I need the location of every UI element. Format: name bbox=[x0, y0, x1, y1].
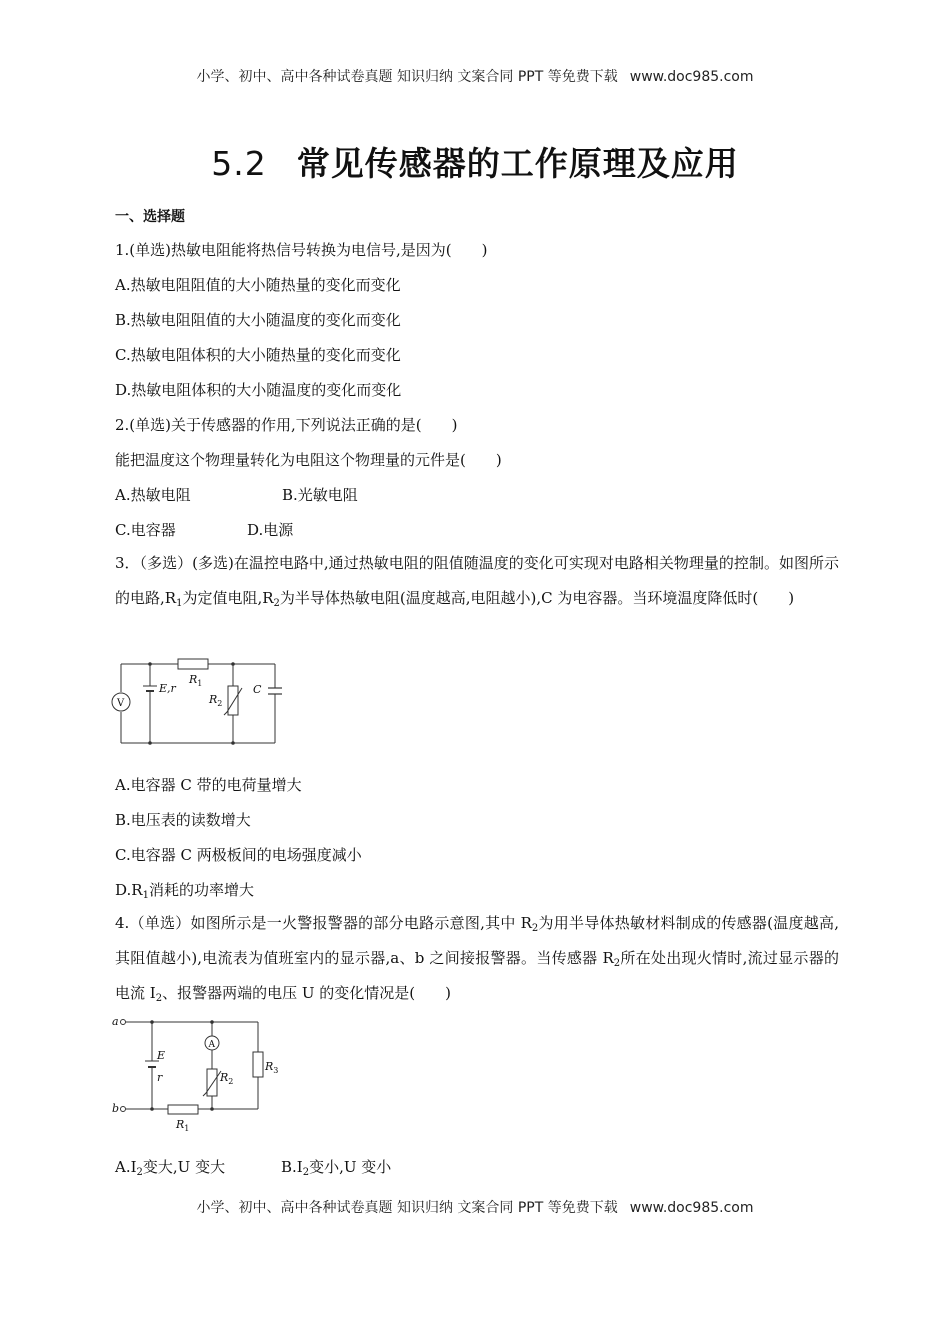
q4-label-r3: $R_3$ bbox=[265, 1060, 279, 1075]
battery-icon bbox=[143, 686, 157, 691]
q4-options-row bbox=[115, 1157, 391, 1177]
page-title bbox=[0, 138, 950, 185]
q4-label-b: b bbox=[112, 1102, 120, 1115]
svg-text:V: V bbox=[117, 698, 125, 709]
q3-option-a: A.电容器 C 带的电荷量增大 bbox=[115, 776, 302, 794]
q4-label-r: r bbox=[157, 1071, 163, 1084]
q3-label-r2: $R_2$ bbox=[209, 693, 223, 708]
thermistor-r2-icon bbox=[203, 1069, 221, 1096]
q1-option-a: A.热敏电阻阻值的大小随热量的变化而变化 bbox=[115, 276, 401, 294]
q3-label-c: C bbox=[253, 683, 262, 696]
q3-circuit-diagram bbox=[112, 654, 287, 746]
capacitor-icon bbox=[268, 688, 282, 694]
q1-option-b: B.热敏电阻阻值的大小随温度的变化而变化 bbox=[115, 311, 401, 329]
resistor-r1-icon bbox=[168, 1105, 198, 1114]
q3-option-d: $D.R_1$消耗的功率增大 bbox=[115, 881, 254, 901]
header-text: 小学、初中、高中各种试卷真题 知识归纳 文案合同 PPT 等免费下载 bbox=[196, 69, 618, 85]
page-footer bbox=[0, 1197, 950, 1217]
footer-site: www.doc985.com bbox=[629, 1200, 754, 1216]
ammeter-icon bbox=[205, 1036, 219, 1050]
terminal-a bbox=[121, 1020, 126, 1025]
q4-label-e: E bbox=[157, 1049, 166, 1062]
q2-option-c: C.电容器 bbox=[115, 521, 176, 539]
q1-stem: 1.(单选)热敏电阻能将热信号转换为电信号,是因为( ) bbox=[115, 241, 488, 259]
q2-option-d: D.电源 bbox=[247, 521, 294, 539]
q4-option-b: $B.I_2$变小,U 变小 bbox=[281, 1158, 392, 1178]
section-heading: 一、选择题 bbox=[115, 209, 185, 225]
q2-options-row-2 bbox=[115, 520, 293, 540]
q3-stem: 3．（多选）(多选)在温控电路中,通过热敏电阻的阻值随温度的变化可实现对电路相关物理量的控制。如图所示的电路$,R_1$为定值电阻$,R_2$为半导体热敏电阻(温度越高,电阻越小),C 为电容器。当环境温度降低时( ) bbox=[115, 554, 839, 609]
thermistor-r2-icon bbox=[224, 686, 242, 715]
q4-option-a: $A.I_2$变大,U 变大 bbox=[115, 1158, 226, 1178]
q4-label-a: a bbox=[112, 1015, 119, 1028]
resistor-r3-icon bbox=[253, 1052, 263, 1077]
q2-option-b: B.光敏电阻 bbox=[282, 486, 358, 504]
q2-stem: 2.(单选)关于传感器的作用,下列说法正确的是( ) bbox=[115, 416, 458, 434]
terminal-b bbox=[121, 1107, 126, 1112]
title-number: 5.2 bbox=[211, 144, 267, 183]
q1-option-c: C.热敏电阻体积的大小随热量的变化而变化 bbox=[115, 346, 401, 364]
q3-label-er: E,r bbox=[159, 682, 176, 695]
q3-option-c: C.电容器 C 两极板间的电场强度减小 bbox=[115, 846, 362, 864]
q2-stem-2: 能把温度这个物理量转化为电阻这个物理量的元件是( ) bbox=[115, 451, 502, 469]
page-header bbox=[0, 66, 950, 86]
q2-option-a: A.热敏电阻 bbox=[115, 486, 191, 504]
q3-option-b: B.电压表的读数增大 bbox=[115, 811, 251, 829]
q4-circuit-diagram bbox=[112, 1014, 282, 1136]
q4-label-r1: $R_1$ bbox=[176, 1118, 190, 1133]
q4-stem: 4.（单选）如图所示是一火警报警器的部分电路示意图,其中 $R_2$为用半导体热敏材料制成的传感器(温度越高,其阻值越小),电流表为值班室内的显示器,a、b 之间接报警器。当传感器 $R_2$所在处出现火情时,流过显示器的电流 $I_2$、报警器两端的电压 U 的变化情况是( ) bbox=[115, 914, 839, 1004]
q2-options-row-1 bbox=[115, 485, 358, 505]
resistor-r1-icon bbox=[178, 659, 208, 669]
voltmeter-icon bbox=[112, 693, 130, 711]
footer-text: 小学、初中、高中各种试卷真题 知识归纳 文案合同 PPT 等免费下载 bbox=[196, 1200, 618, 1216]
q1-option-d: D.热敏电阻体积的大小随温度的变化而变化 bbox=[115, 381, 402, 399]
q4-label-r2: $R_2$ bbox=[220, 1071, 234, 1086]
header-site: www.doc985.com bbox=[629, 69, 754, 85]
q3-label-r1: $R_1$ bbox=[189, 673, 203, 688]
svg-text:A: A bbox=[208, 1040, 215, 1050]
title-text: 常见传感器的工作原理及应用 bbox=[296, 144, 739, 183]
